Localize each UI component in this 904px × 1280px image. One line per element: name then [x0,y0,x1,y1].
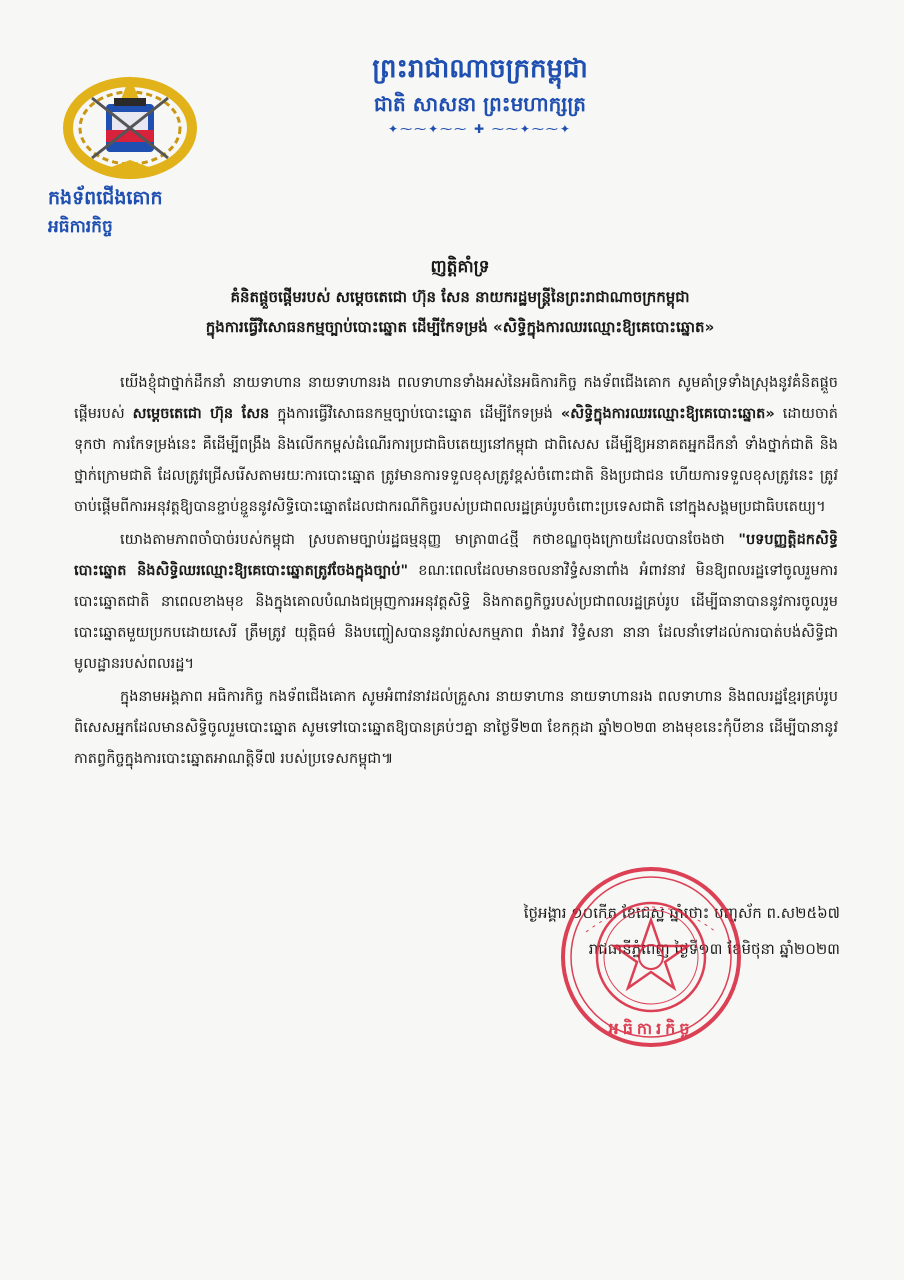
paragraph-2-text-c: ខណៈពេលដែលមានចលនាវិទ្ធំសនាពាំង អំពាវនាវ មិនឱ្យពលរដ្ឋទៅចូលរួមការបោះឆ្នោតជាតិ នាពេលខាងមុខ និងក្នុងគោលបំណងជម្រុញការអនុវត្តសិទ្ធិ និងកាតព្វកិច្ចរបស់ប្រជាពលរដ្ឋគ្រប់រូប ដើម្បីធានាបាននូវការចូលរួមបោះឆ្នោតមួយប្រកបដោយសេរី ត្រឹមត្រូវ យុត្តិធម៌ និងបញ្ចៀសបាននូវរាល់សកម្មភាព រាំងរាវ វិទ្ធំសនា នានា ដែលនាំទៅដល់ការបាត់បង់សិទ្ធិជាមូលដ្ឋានរបស់ពលរដ្ឋ។ [74,563,839,672]
paragraph-1-text-a: យើងខ្ញុំជាថ្នាក់ដឹកនាំ នាយទាហាន នាយទាហានរង ពលទាហានទាំងអស់នៃអធិការកិច្ច កងទ័ពជើងគោក សូមគាំទ្រទាំងស្រុងនូវគំនិតផ្តួចផ្តើមរបស់ [74,375,838,422]
document-type: ញត្តិគាំទ្រ [430,257,490,277]
paragraph-3: ក្នុងនាមអង្គភាព អធិការកិច្ច កងទ័ពជើងគោក សូមអំពាវនាវដល់គ្រួសារ នាយទាហាន នាយទាហានរង ពលទាហាន និងពលរដ្ឋខ្មែរគ្រប់រូប ពិសេសអ្នកដែលមានសិទ្ធិចូលរួមបោះឆ្នោត សូមទៅបោះឆ្នោតឱ្យបានគ្រប់ៗគ្នា នាថ្ងៃទី២៣ ខែកក្កដា ឆ្នាំ២០២៣ ខាងមុខនេះកុំបីខាន ដើម្បីបានានូវកាតព្វកិច្ចក្នុងការបោះឆ្នោតអាណត្តិទី៧ របស់ប្រទេសកម្ពុជា៕ [74,689,838,767]
paragraph-1-quoted-right: «សិទ្ធិក្នុងការឈរឈ្មោះឱ្យគេបោះឆ្នោត» [560,406,775,422]
paragraph-2 [74,525,838,680]
solar-date: រាជធានីភ្នំពេញ ថ្ងៃទី១៣ ខែមិថុនា ឆ្នាំ២០២៣ [588,940,840,958]
subject-line-1: គំនិតផ្តួចផ្តើមរបស់ សម្តេចតេជោ ហ៊ុន សែន នាយករដ្ឋមន្ត្រីនៃព្រះរាជាណាចក្រកម្ពុជា [230,288,690,306]
subject-line-2: ក្នុងការធ្វើវិសោធនកម្មច្បាប់បោះឆ្នោត ដើម្បីកែទម្រង់ «សិទ្ធិក្នុងការឈរឈ្មោះឱ្យគេបោះឆ្នោត» [205,318,715,336]
army-emblem-icon [62,68,198,180]
paragraph-1-text-e: ដោយចាត់ទុកថា ការកែទម្រង់នេះ គឺដើម្បីពង្រឹង និងលើកកម្ពស់ដំណើរការប្រជាធិបតេយ្យនៅកម្ពុជា ជាពិសេស ដើម្បីឱ្យអនាគតអ្នកដឹកនាំ ទាំងថ្នាក់ជាតិ និងថ្នាក់ក្រោមជាតិ ដែលត្រូវជ្រើសរើសតាមរយៈការបោះឆ្នោត ត្រូវមានការទទួលខុសត្រូវខ្ពស់ចំពោះជាតិ និងប្រជាជន ហើយការទទួលខុសត្រូវនេះ ត្រូវចាប់ផ្តើមពីការអនុវត្តឱ្យបានខ្ជាប់ខ្ជួននូវសិទ្ធិបោះឆ្នោតដែលជាករណីកិច្ចរបស់ប្រជាពលរដ្ឋគ្រប់រូបចំពោះប្រទេសជាតិ នៅក្នុងសង្គមប្រជាធិបតេយ្យ។ [74,406,838,515]
paragraph-1-leader-name: សម្តេចតេជោ ហ៊ុន សែន [132,406,270,422]
official-seal-stamp [556,862,746,1052]
organization-name: កងទ័ពជើងគោក [48,187,163,209]
department-name: អធិការកិច្ច [48,217,113,237]
issuing-organization [48,183,163,241]
letterhead [300,50,660,138]
ornament-divider: ✦⁓⁓✦⁓⁓ ✚ ⁓⁓✦⁓⁓✦ [388,122,572,136]
paragraph-2-text-a: យោងតាមភាពចាំបាច់របស់កម្ពុជា ស្របតាមច្បាប់រដ្ឋធម្មនុញ្ញ មាត្រា៣៤ថ្មី កថាខណ្ឌចុងក្រោយដែលបានចែងថា [120,532,739,548]
lunar-date: ថ្ងៃអង្គារ ១០កើត ខែជេស្ឋ ឆ្នាំថោះ បញ្ចស័ក ព.ស២៥៦៧ [523,904,840,922]
document-heading [60,252,860,342]
kingdom-title: ព្រះរាជាណាចក្រកម្ពុជា [372,54,588,84]
seal-text: អធិការកិច្ច [608,1019,694,1038]
paragraph-1-text-c: ក្នុងការធ្វើវិសោធនកម្មច្បាប់បោះឆ្នោត ដើម្បីកែទម្រង់ [269,406,561,422]
paragraph-2-constitution-quote: "បទបញ្ញត្តិដកសិទ្ធិបោះឆ្នោត និងសិទ្ធិឈរឈ្មោះឱ្យគេបោះឆ្នោតត្រូវចែងក្នុងច្បាប់" [74,532,838,579]
document-body [74,368,838,777]
national-motto: ជាតិ សាសនា ព្រះមហាក្សត្រ [374,92,586,116]
paragraph-1 [74,368,838,523]
